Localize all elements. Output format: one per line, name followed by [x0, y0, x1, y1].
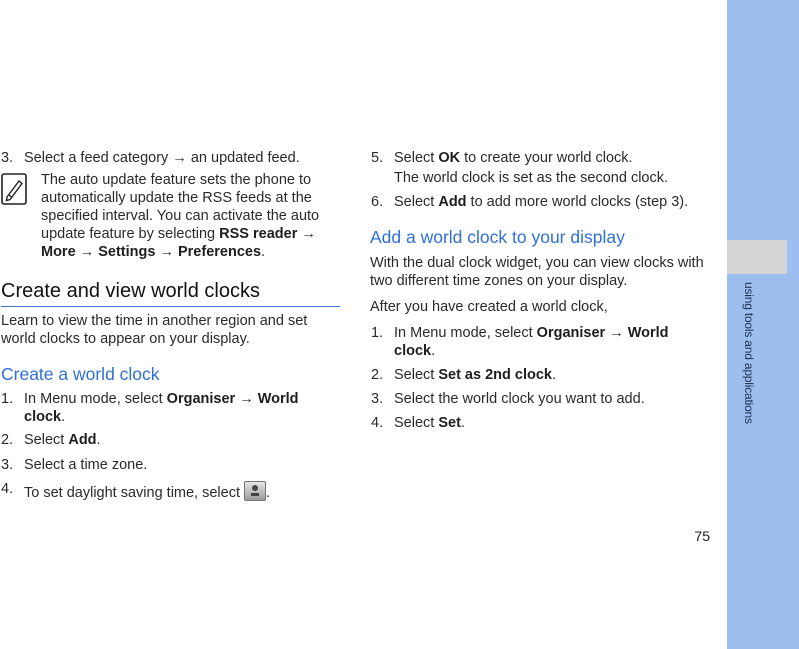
step-number: 2. [371, 367, 384, 383]
period: . [96, 432, 101, 448]
step-5-ok [371, 150, 711, 188]
option-add: Add [438, 194, 467, 210]
step-text [394, 367, 556, 385]
step-text [394, 415, 465, 433]
step-text-plain: To set daylight saving time, select [24, 485, 240, 501]
menu-world-clock: World clock [394, 325, 669, 359]
arrow: → [79, 244, 95, 260]
step-number: 4. [1, 481, 14, 497]
period: . [61, 408, 66, 425]
step-6-add-more [371, 194, 711, 212]
step-text-plain: Select [24, 432, 69, 448]
step-text: Select a time zone. [24, 457, 148, 473]
step-4-set [371, 415, 711, 433]
subheading-create-world-clock: Create a world clock [1, 364, 160, 384]
step-number: 3. [1, 150, 14, 166]
arrow: → [301, 226, 316, 242]
period: . [460, 415, 465, 431]
step-text-plain: In Menu mode, select [394, 325, 537, 341]
option-set-as-2nd-clock: Set as 2nd clock [438, 367, 552, 383]
option-ok: OK [438, 150, 461, 166]
menu-world-clock: World clock [24, 391, 299, 425]
heading-rule [1, 306, 340, 307]
step-3-time-zone [1, 457, 331, 475]
step-text [24, 481, 270, 503]
after-created-text: After you have created a world clock, [370, 299, 608, 315]
note-text [41, 171, 326, 261]
section-label: using tools and applications [742, 282, 756, 424]
side-tab [727, 240, 787, 274]
step-number: 5. [371, 150, 384, 166]
menu-organiser: Organiser [536, 325, 606, 341]
step-text [24, 432, 101, 450]
note-pencil-icon [1, 173, 27, 205]
step-number: 3. [1, 457, 14, 473]
step-3-feed [1, 150, 331, 168]
step-text-plain: Select [394, 367, 439, 383]
menu-preferences: Preferences [177, 244, 262, 260]
arrow: → [159, 244, 174, 260]
step-text-rest: to add more world clocks (step 3). [466, 194, 689, 210]
step-number: 1. [371, 325, 384, 341]
option-add: Add [68, 432, 97, 448]
step-text: Select a feed category → an updated feed. [24, 150, 300, 166]
subheading-add-world-clock: Add a world clock to your display [370, 227, 625, 247]
step-text-plain: Select [394, 415, 439, 431]
menu-more: More [41, 244, 76, 260]
step-text: Select the world clock you want to add. [394, 391, 645, 407]
menu-settings: Settings [98, 244, 156, 260]
step-number: 3. [371, 391, 384, 407]
step-subtext: The world clock is set as the second clock. [394, 170, 669, 186]
step-number: 1. [1, 391, 14, 407]
step-text-plain: Select [394, 194, 439, 210]
step-4-daylight [1, 481, 331, 501]
period: . [261, 244, 266, 260]
step-text [394, 150, 633, 168]
step-1-organiser [1, 391, 331, 427]
period: . [266, 485, 271, 501]
section-intro: Learn to view the time in another region and set world clocks to appear on your display. [1, 313, 308, 347]
step-number: 6. [371, 194, 384, 210]
step-number: 2. [1, 432, 14, 448]
daylight-saving-icon [244, 481, 266, 501]
step-2-set-2nd-clock [371, 367, 711, 385]
step-number: 4. [371, 415, 384, 431]
step-text [394, 194, 688, 212]
period: . [551, 367, 557, 383]
step-1-organiser-right [371, 325, 711, 361]
menu-organiser: Organiser [166, 391, 236, 407]
step-text-plain: In Menu mode, select [24, 391, 167, 407]
step-text-plain: Select [394, 150, 439, 166]
menu-rss-reader: RSS reader [219, 226, 298, 242]
add-clock-intro: With the dual clock widget, you can view clocks with two different time zones on your display. [370, 255, 704, 289]
note-body: The auto update feature sets the phone to automatically update the RSS feeds at the specified interval. You can activate the auto update feature by selecting [41, 172, 320, 242]
step-3-select-clock [371, 391, 711, 409]
step-text [394, 325, 684, 360]
step-text [24, 391, 314, 426]
arrow: → [609, 325, 624, 341]
section-heading: Create and view world clocks [1, 280, 260, 302]
period: . [431, 342, 436, 359]
step-2-add [1, 432, 331, 450]
option-set: Set [438, 415, 461, 431]
page-number: 75 [694, 528, 710, 544]
step-text-rest: to create your world clock. [460, 150, 633, 166]
arrow: → [239, 391, 254, 407]
